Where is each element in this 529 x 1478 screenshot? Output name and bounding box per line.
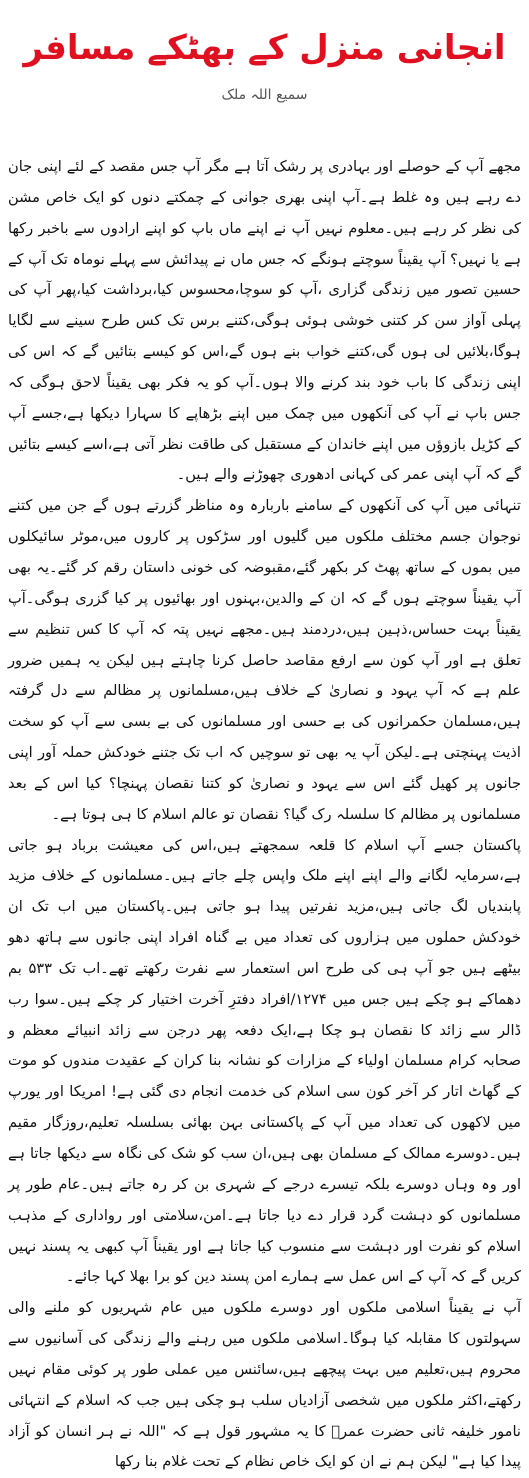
article-title: انجانی منزل کے بھٹکے مسافر: [23, 28, 506, 68]
article-body: [8, 152, 521, 1478]
paragraph: پاکستان جسے آپ اسلام کا قلعہ سمجھتے ہیں،اس کی معیشت برباد ہو جاتی ہے،سرمایہ لگانے والے اپنے اپنے ملک واپس چلے جاتے ہیں۔مسلمانوں کے خلاف مزید پابندیاں لگ جاتی ہیں،مزید نفرتیں پیدا ہو جاتی ہیں۔پاکستان میں اب تک ان خودکش حملوں میں ہزاروں کی تعداد میں بے گناہ افراد اپنی جانوں سے ہاتھ دھو بیٹھے ہیں جو آپ ہی کی طرح اس استعمار سے نفرت رکھتے تھے۔اب تک ۵۳۳ بم دھماکے ہو چکے ہیں جس میں ۱۲۷۴/افراد دفترِ آخرت اختیار کر چکے ہیں۔سوا رب ڈالر سے زائد کا نقصان ہو چکا ہے،ایک دفعہ پھر درجن سے زائد انبیائے معظم و صحابہ کرام مسلمان اولیاء کے مزارات کو نشانہ بنا کران کے عقیدت مندوں کو موت کے گھاٹ اتار کر آخر کون سی اسلام کی خدمت انجام دی گئی ہے! امریکا اور یورپ میں لاکھوں کی تعداد میں آپ کے پاکستانی بہن بھائی بسلسلہ تعلیم،روزگار مقیم ہیں۔دوسرے ممالک کے مسلمان بھی ہیں،ان سب کو شک کی نگاہ سے دیکھا جاتا ہے اور وہ وہاں دوسرے بلکہ تیسرے درجے کے شہری بن کر رہ جاتے ہیں۔عام طور پر مسلمانوں کو دہشت گرد قرار دے دیا جاتا ہے۔امن،سلامتی اور رواداری کے مذہب اسلام کو نفرت اور دہشت سے منسوب کیا جاتا ہے اور یقیناً آپ کبھی یہ پسند نہیں کریں گے کہ آپ کے اس عمل سے ہمارے امن پسند دین کو برا بھلا کہا جائے۔: [8, 836, 522, 1286]
paragraph: آپ نے یقیناً اسلامی ملکوں اور دوسرے ملکوں میں عام شہریوں کو ملنے والی سہولتوں کا مقابلہ کیا ہوگا۔اسلامی ملکوں میں رہنے والے زندگی کی آسانیوں سے محروم ہیں،تعلیم میں بہت پیچھے ہیں،سائنس میں عملی طور پر کوئی مقام نہیں رکھتے،اکثر ملکوں میں شخصی آزادیاں سلب ہو چکی ہیں جب کہ اسلام کے انتہائی نامور خلیفہ ثانی حضرت عمرؓ کا یہ مشہور قول ہے کہ "اللہ نے ہر انسان کو آزاد پیدا کیا ہے" لیکن ہم نے ان کو ایک خاص نظام کے تحت غلام بنا رکھا: [8, 1299, 521, 1471]
author-byline: سمیع اللہ ملک: [221, 87, 308, 103]
paragraph: تنہائی میں آپ کی آنکھوں کے سامنے باربارہ وہ مناظر گزرتے ہوں گے جن میں کتنے نوجوان جسم مختلف ملکوں میں گلیوں اور سڑکوں پر کاروں میں،موٹر سائیکلوں میں بموں کے ساتھ پھٹ کر بکھر گئے،مقبوضہ کی خونی داستان رقم کر گئے۔یہ بھی آپ یقیناً سوچتے ہوں گے کہ ان کے والدین،بہنوں اور بھائیوں پر کیا گزری ہوگی۔آپ یقیناً بہت حساس،ذہین ہیں،دردمند ہیں۔مجھے نہیں پتہ کہ آپ کا کس تنظیم سے تعلق ہے اور آپ کون سے ارفع مقاصد حاصل کرنا چاہتے ہیں لیکن یہ ہمیں ضرور علم ہے کہ آپ یہود و نصاریٰ کے خلاف ہیں،مسلمانوں پر مظالم سے دل گرفتہ ہیں،مسلمان حکمرانوں کی بے حسی اور مسلمانوں کی بے بسی سے آپ کو سخت اذیت پہنچتی ہے۔لیکن آپ یہ بھی تو سوچیں کہ اب تک جتنے خودکش حملہ آور اپنی جانوں پر کھیل گئے اس سے یہود و نصاریٰ کو کتنا نقصان پہنچا؟ کیا اس کے بعد مسلمانوں پر مظالم کا سلسلہ رک گیا؟ نقصان تو عالم اسلام کا ہی ہوتا ہے۔: [8, 497, 521, 823]
paragraph: مجھے آپ کے حوصلے اور بہادری پر رشک آتا ہے مگر آپ جس مقصد کے لئے اپنی جان دے رہے ہیں وہ غلط ہے۔آپ اپنی بھری جوانی کے چمکتے دنوں کو ایک خاص مشن کی نظر کر رہے ہیں۔معلوم نہیں آپ نے اپنے ماں باپ کو اپنے ارادوں سے باخبر رکھا ہے یا نہیں؟ آپ یقیناً سوچتے ہونگے کہ جس ماں نے پیدائش سے پہلے نوماہ تک آپ کے حسین تصور میں زندگی گزاری ،آپ کو سوچا،محسوس کیا،برداشت کیا،پھر آپ کی پہلی آواز سن کر کتنی خوشی ہوئی ہوگی،کتنے برس تک کس طرح سینے سے لگایا ہوگا،بلائیں لی ہوں گی،کتنے خواب بنے ہوں گے،اس کو کیسے بتائیں گے کہ اس کی اپنی زندگی کا باب خود بند کرنے والا ہوں۔آپ کو یہ فکر بھی یقیناً لاحق ہوگی کہ جس باپ نے آپ کی آنکھوں میں چمک میں اپنے بڑھاپے کا سہارا دیکھا ہے،جسے آپ کے کڑیل بازوؤں میں اپنے خاندان کے مستقبل کی طاقت نظر آتی ہے،اسے کیسے بتائیں گے کہ آپ اپنی عمر کی کہانی ادھوری چھوڑنے والے ہیں۔: [8, 158, 521, 484]
